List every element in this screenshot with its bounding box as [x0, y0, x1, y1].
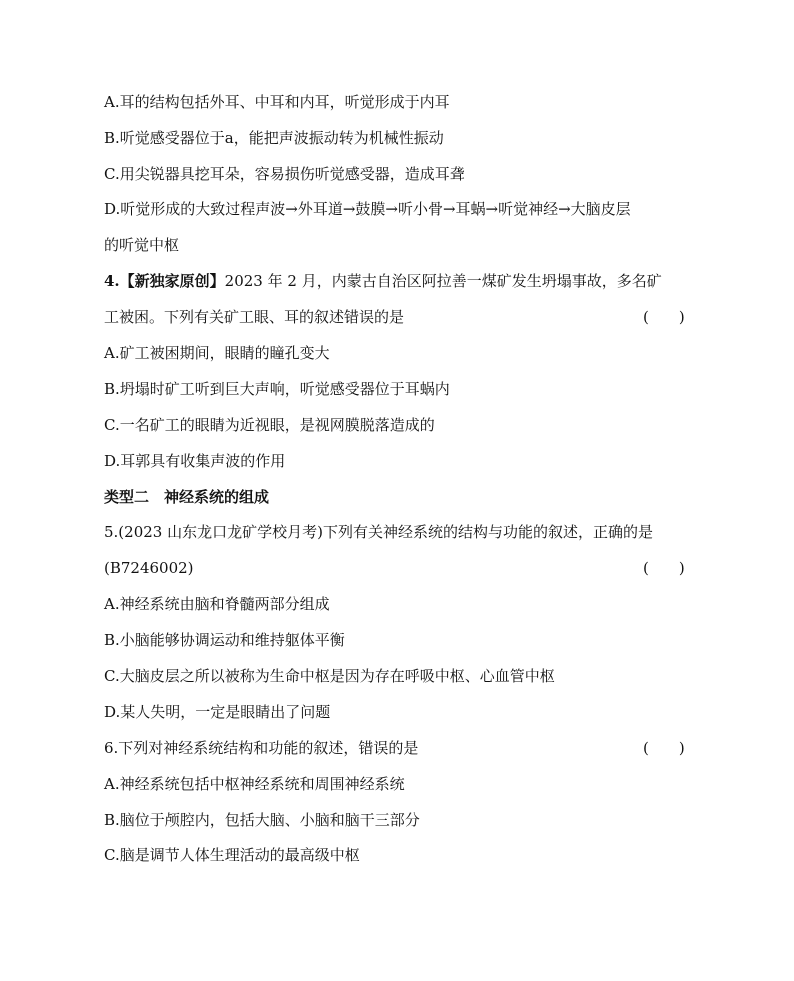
q5-stem-line2: (B7246002)	[104, 559, 194, 577]
q4-stem-text: 2023 年 2 月，内蒙古自治区阿拉善一煤矿发生坍塌事故，多名矿	[224, 272, 662, 290]
q4-option-a: A.矿工被困期间，眼睛的瞳孔变大	[104, 344, 330, 362]
q4-option-c: C.一名矿工的眼睛为近视眼，是视网膜脱落造成的	[104, 416, 435, 434]
q6-option-a: A.神经系统包括中枢神经系统和周围神经系统	[104, 775, 405, 793]
q6-answer-blank: ( )	[643, 739, 685, 757]
q5-option-c: C.大脑皮层之所以被称为生命中枢是因为存在呼吸中枢、心血管中枢	[104, 667, 555, 685]
q3-option-b: B.听觉感受器位于a，能把声波振动转为机械性振动	[104, 129, 444, 147]
section-title: 类型二 神经系统的组成	[104, 488, 270, 506]
q6-option-c: C.脑是调节人体生理活动的最高级中枢	[104, 846, 360, 864]
q5-stem-line1: 5.(2023 山东龙口龙矿学校月考)下列有关神经系统的结构与功能的叙述，正确的是	[104, 523, 653, 541]
q4-stem-line2: 工被困。下列有关矿工眼、耳的叙述错误的是	[104, 308, 405, 326]
q4-answer-blank: ( )	[643, 308, 685, 326]
q3-option-d-continued: 的听觉中枢	[104, 236, 180, 254]
q4-option-d: D.耳郭具有收集声波的作用	[104, 452, 286, 470]
q6-option-b: B.脑位于颅腔内，包括大脑、小脑和脑干三部分	[104, 811, 420, 829]
q4-stem-line1	[104, 271, 662, 291]
q5-option-d: D.某人失明，一定是眼睛出了问题	[104, 703, 331, 721]
q5-option-b: B.小脑能够协调运动和维持躯体平衡	[104, 631, 345, 649]
q5-answer-blank: ( )	[643, 559, 685, 577]
q4-option-b: B.坍塌时矿工听到巨大声响，听觉感受器位于耳蜗内	[104, 380, 450, 398]
q3-option-d: D.听觉形成的大致过程声波→外耳道→鼓膜→听小骨→耳蜗→听觉神经→大脑皮层	[104, 200, 631, 218]
q5-option-a: A.神经系统由脑和脊髓两部分组成	[104, 595, 330, 613]
q3-option-a: A.耳的结构包括外耳、中耳和内耳，听觉形成于内耳	[104, 93, 450, 111]
q6-stem: 6.下列对神经系统结构和功能的叙述，错误的是	[104, 739, 419, 757]
q4-tag: 4.【新独家原创】	[104, 272, 225, 290]
q3-option-c: C.用尖锐器具挖耳朵，容易损伤听觉感受器，造成耳聋	[104, 165, 465, 183]
